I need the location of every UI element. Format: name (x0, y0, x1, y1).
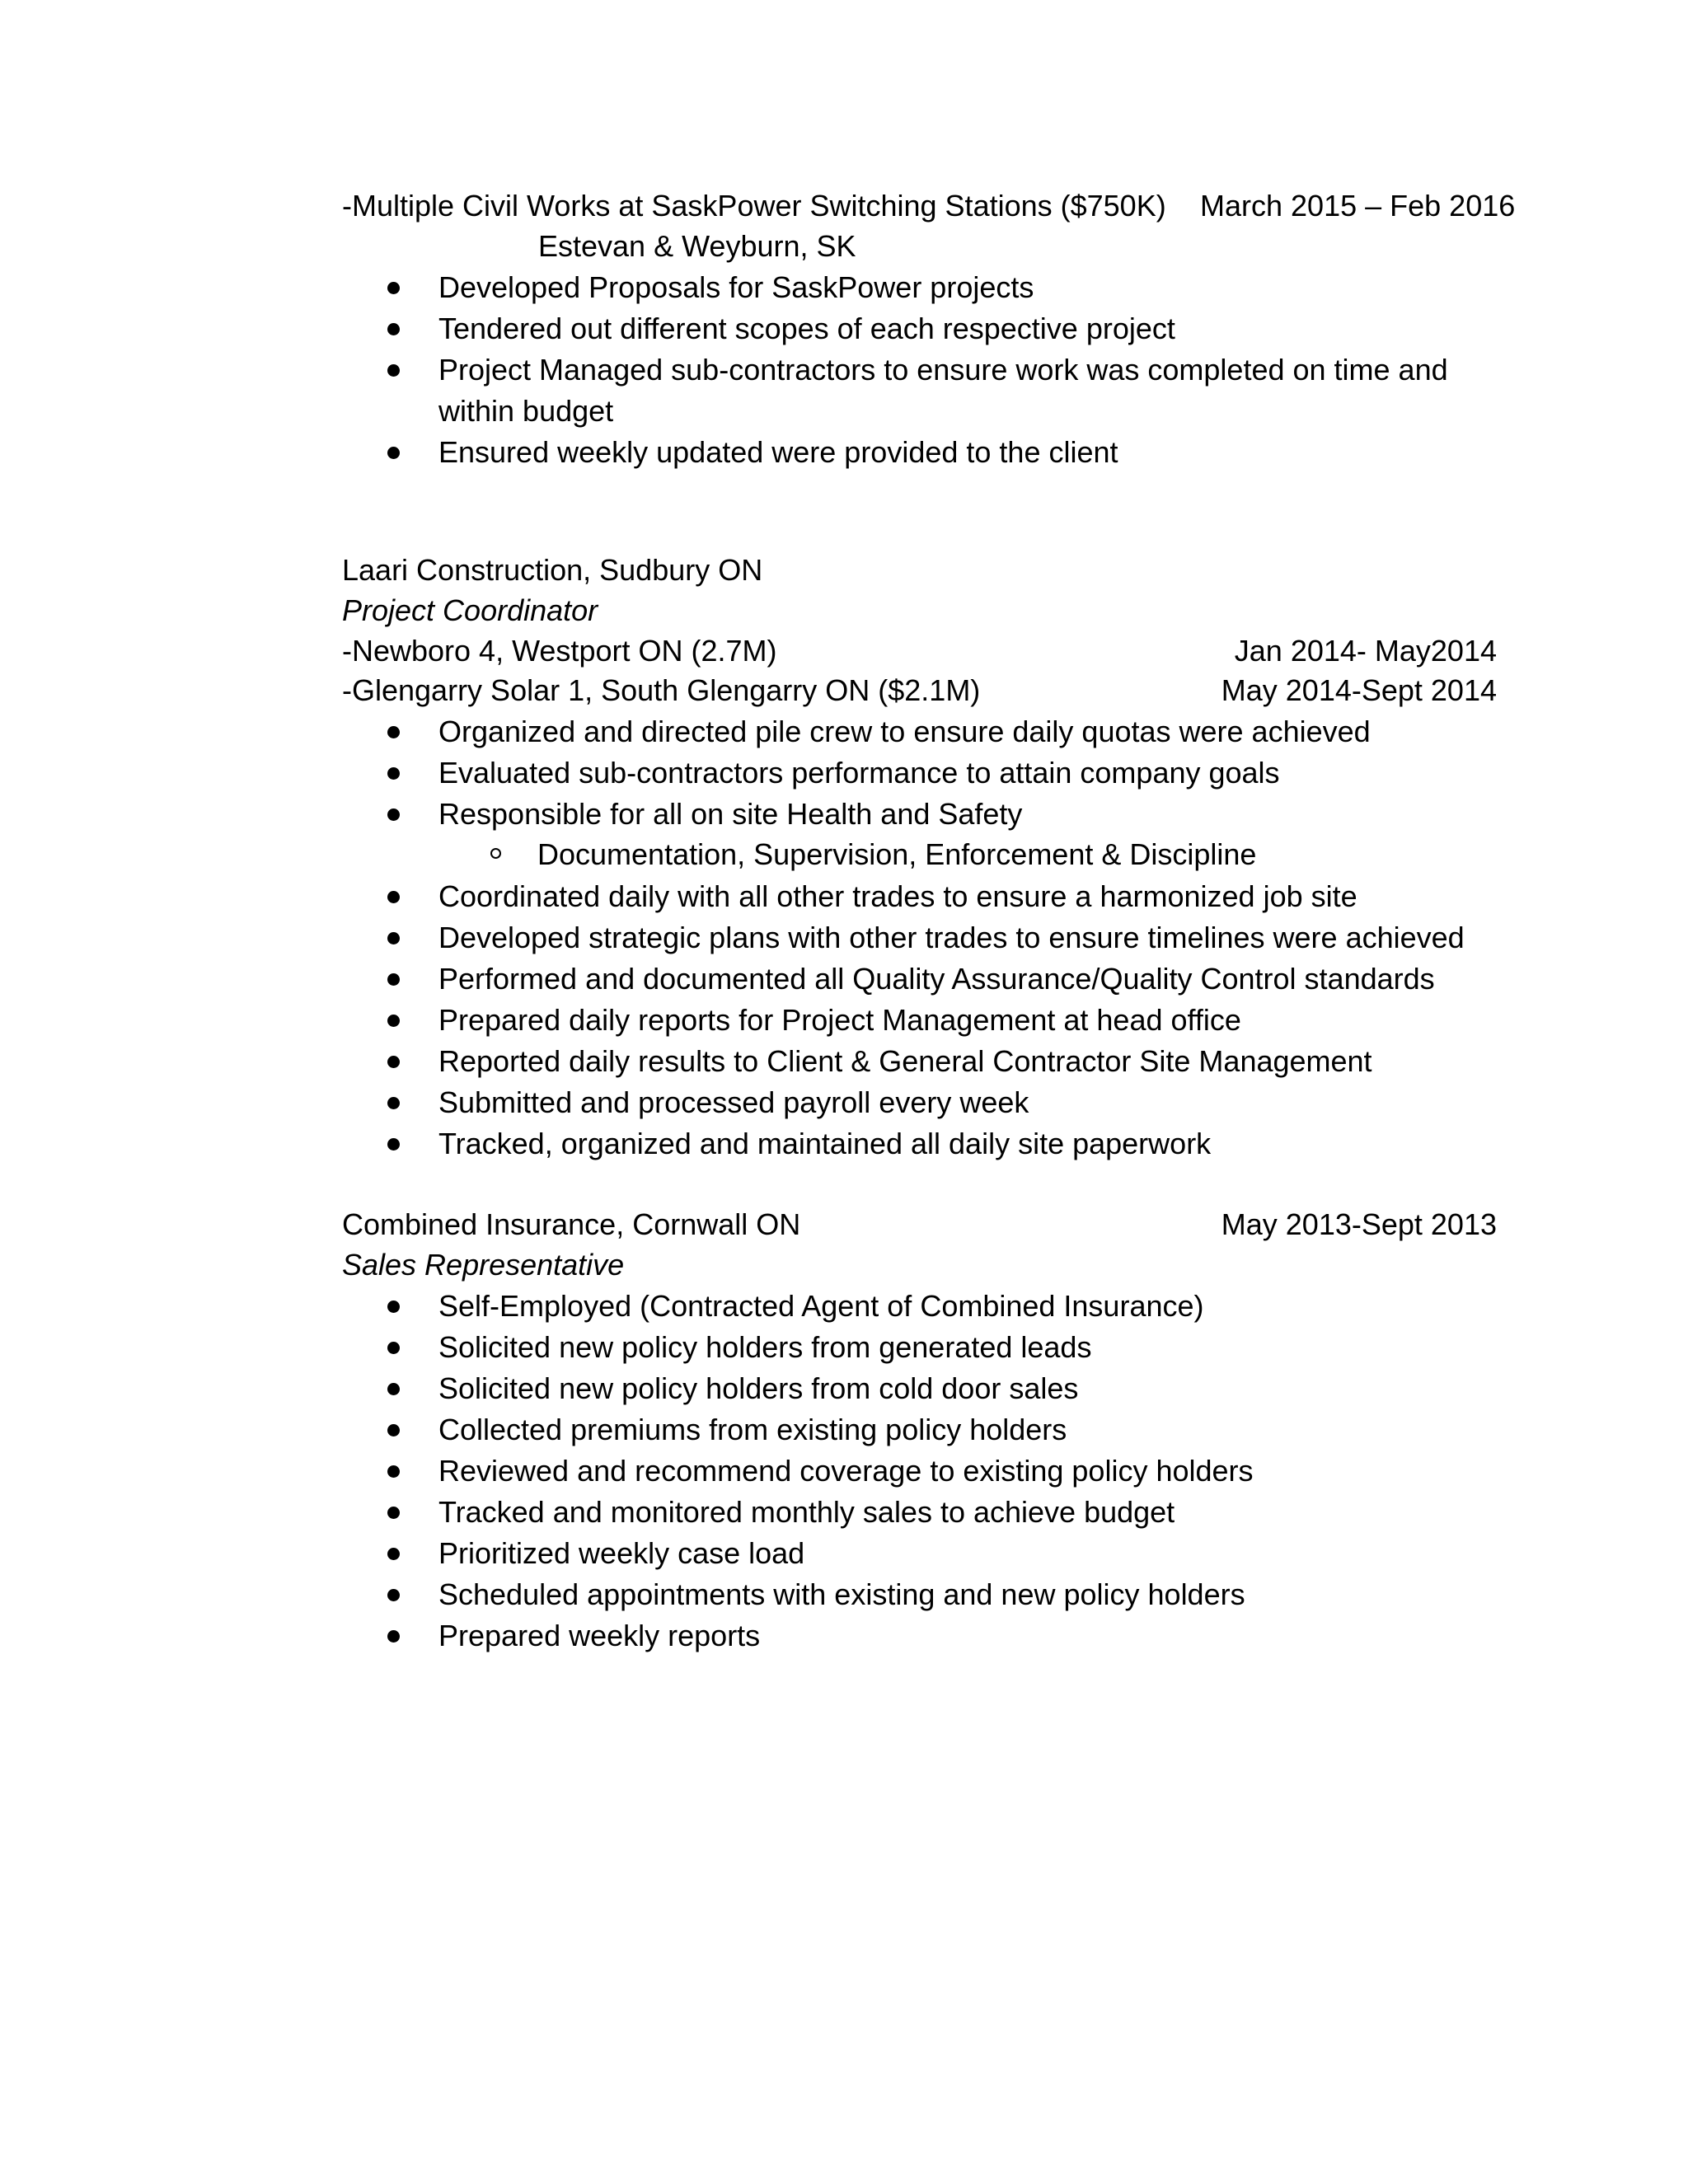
list-item-text: Performed and documented all Quality Assurance/Quality Control standards (438, 962, 1435, 996)
project-title: -Multiple Civil Works at SaskPower Switching Stations ($750K) (342, 189, 1166, 223)
bullet-icon (387, 1138, 400, 1151)
job-role: Sales Representative (342, 1248, 625, 1282)
project-dates: March 2015 – Feb 2016 (1200, 189, 1516, 223)
project-dates: May 2014-Sept 2014 (1221, 673, 1497, 707)
list-item-text: Evaluated sub-contractors performance to attain company goals (438, 756, 1280, 790)
list-item-text: Reviewed and recommend coverage to existing policy holders (438, 1454, 1254, 1488)
list-item-text: within budget (438, 394, 614, 428)
bullet-icon (387, 1342, 400, 1354)
bullet-icon (387, 447, 400, 459)
list-item-text: Collected premiums from existing policy holders (438, 1413, 1067, 1446)
company-name: Combined Insurance, Cornwall ON (342, 1207, 801, 1241)
bullet-icon (387, 1630, 400, 1643)
bullet-icon (387, 1424, 400, 1436)
company-name: Laari Construction, Sudbury ON (342, 553, 763, 587)
list-item-text: Prioritized weekly case load (438, 1536, 805, 1570)
bullet-icon (387, 1465, 400, 1478)
list-item-text: Reported daily results to Client & General Contractor Site Management (438, 1044, 1372, 1078)
bullet-icon (387, 323, 400, 335)
list-item-text: Responsible for all on site Health and Safety (438, 797, 1023, 831)
bullet-icon (387, 1056, 400, 1068)
list-item-text: Ensured weekly updated were provided to the client (438, 435, 1118, 469)
bullet-icon (387, 1383, 400, 1395)
bullet-icon (387, 1301, 400, 1313)
bullet-icon (387, 973, 400, 986)
project-name: -Glengarry Solar 1, South Glengarry ON ($2.1M) (342, 673, 981, 707)
list-item-text: Prepared weekly reports (438, 1619, 761, 1652)
list-item-text: Solicited new policy holders from cold door sales (438, 1371, 1079, 1405)
list-item-text: Coordinated daily with all other trades to ensure a harmonized job site (438, 879, 1357, 913)
list-item-text: Developed Proposals for SaskPower projects (438, 270, 1034, 304)
bullet-icon (387, 891, 400, 903)
list-item-text: Scheduled appointments with existing and new policy holders (438, 1577, 1245, 1611)
job-role: Project Coordinator (342, 593, 598, 627)
list-item-text: Solicited new policy holders from generated leads (438, 1330, 1092, 1364)
bullet-icon (387, 932, 400, 944)
list-item-text: Self-Employed (Contracted Agent of Combined Insurance) (438, 1289, 1204, 1323)
sub-list-item-text: Documentation, Supervision, Enforcement & Discipline (537, 837, 1257, 871)
job-dates: May 2013-Sept 2013 (1221, 1207, 1497, 1241)
project-name: -Newboro 4, Westport ON (2.7M) (342, 634, 777, 668)
bullet-icon (387, 1097, 400, 1109)
bullet-icon (387, 1589, 400, 1601)
project-location: Estevan & Weyburn, SK (538, 229, 856, 263)
list-item-text: Prepared daily reports for Project Management at head office (438, 1003, 1241, 1037)
bullet-icon (387, 364, 400, 377)
list-item-text: Tracked, organized and maintained all daily site paperwork (438, 1127, 1212, 1160)
bullet-icon (387, 1548, 400, 1560)
list-item-text: Tracked and monitored monthly sales to achieve budget (438, 1495, 1175, 1529)
list-item-text: Organized and directed pile crew to ensure daily quotas were achieved (438, 715, 1371, 748)
bullet-icon (387, 1015, 400, 1027)
project-dates: Jan 2014- May2014 (1234, 634, 1497, 668)
bullet-icon (387, 282, 400, 294)
bullet-icon (387, 726, 400, 738)
bullet-icon (387, 1507, 400, 1519)
list-item-text: Submitted and processed payroll every week (438, 1085, 1029, 1119)
bullet-icon (387, 767, 400, 780)
list-item-text: Project Managed sub-contractors to ensure work was completed on time and (438, 353, 1448, 387)
circle-bullet-icon (490, 848, 501, 859)
list-item-text: Developed strategic plans with other trades to ensure timelines were achieved (438, 921, 1465, 954)
list-item-text: Tendered out different scopes of each respective project (438, 312, 1175, 345)
bullet-icon (387, 808, 400, 821)
